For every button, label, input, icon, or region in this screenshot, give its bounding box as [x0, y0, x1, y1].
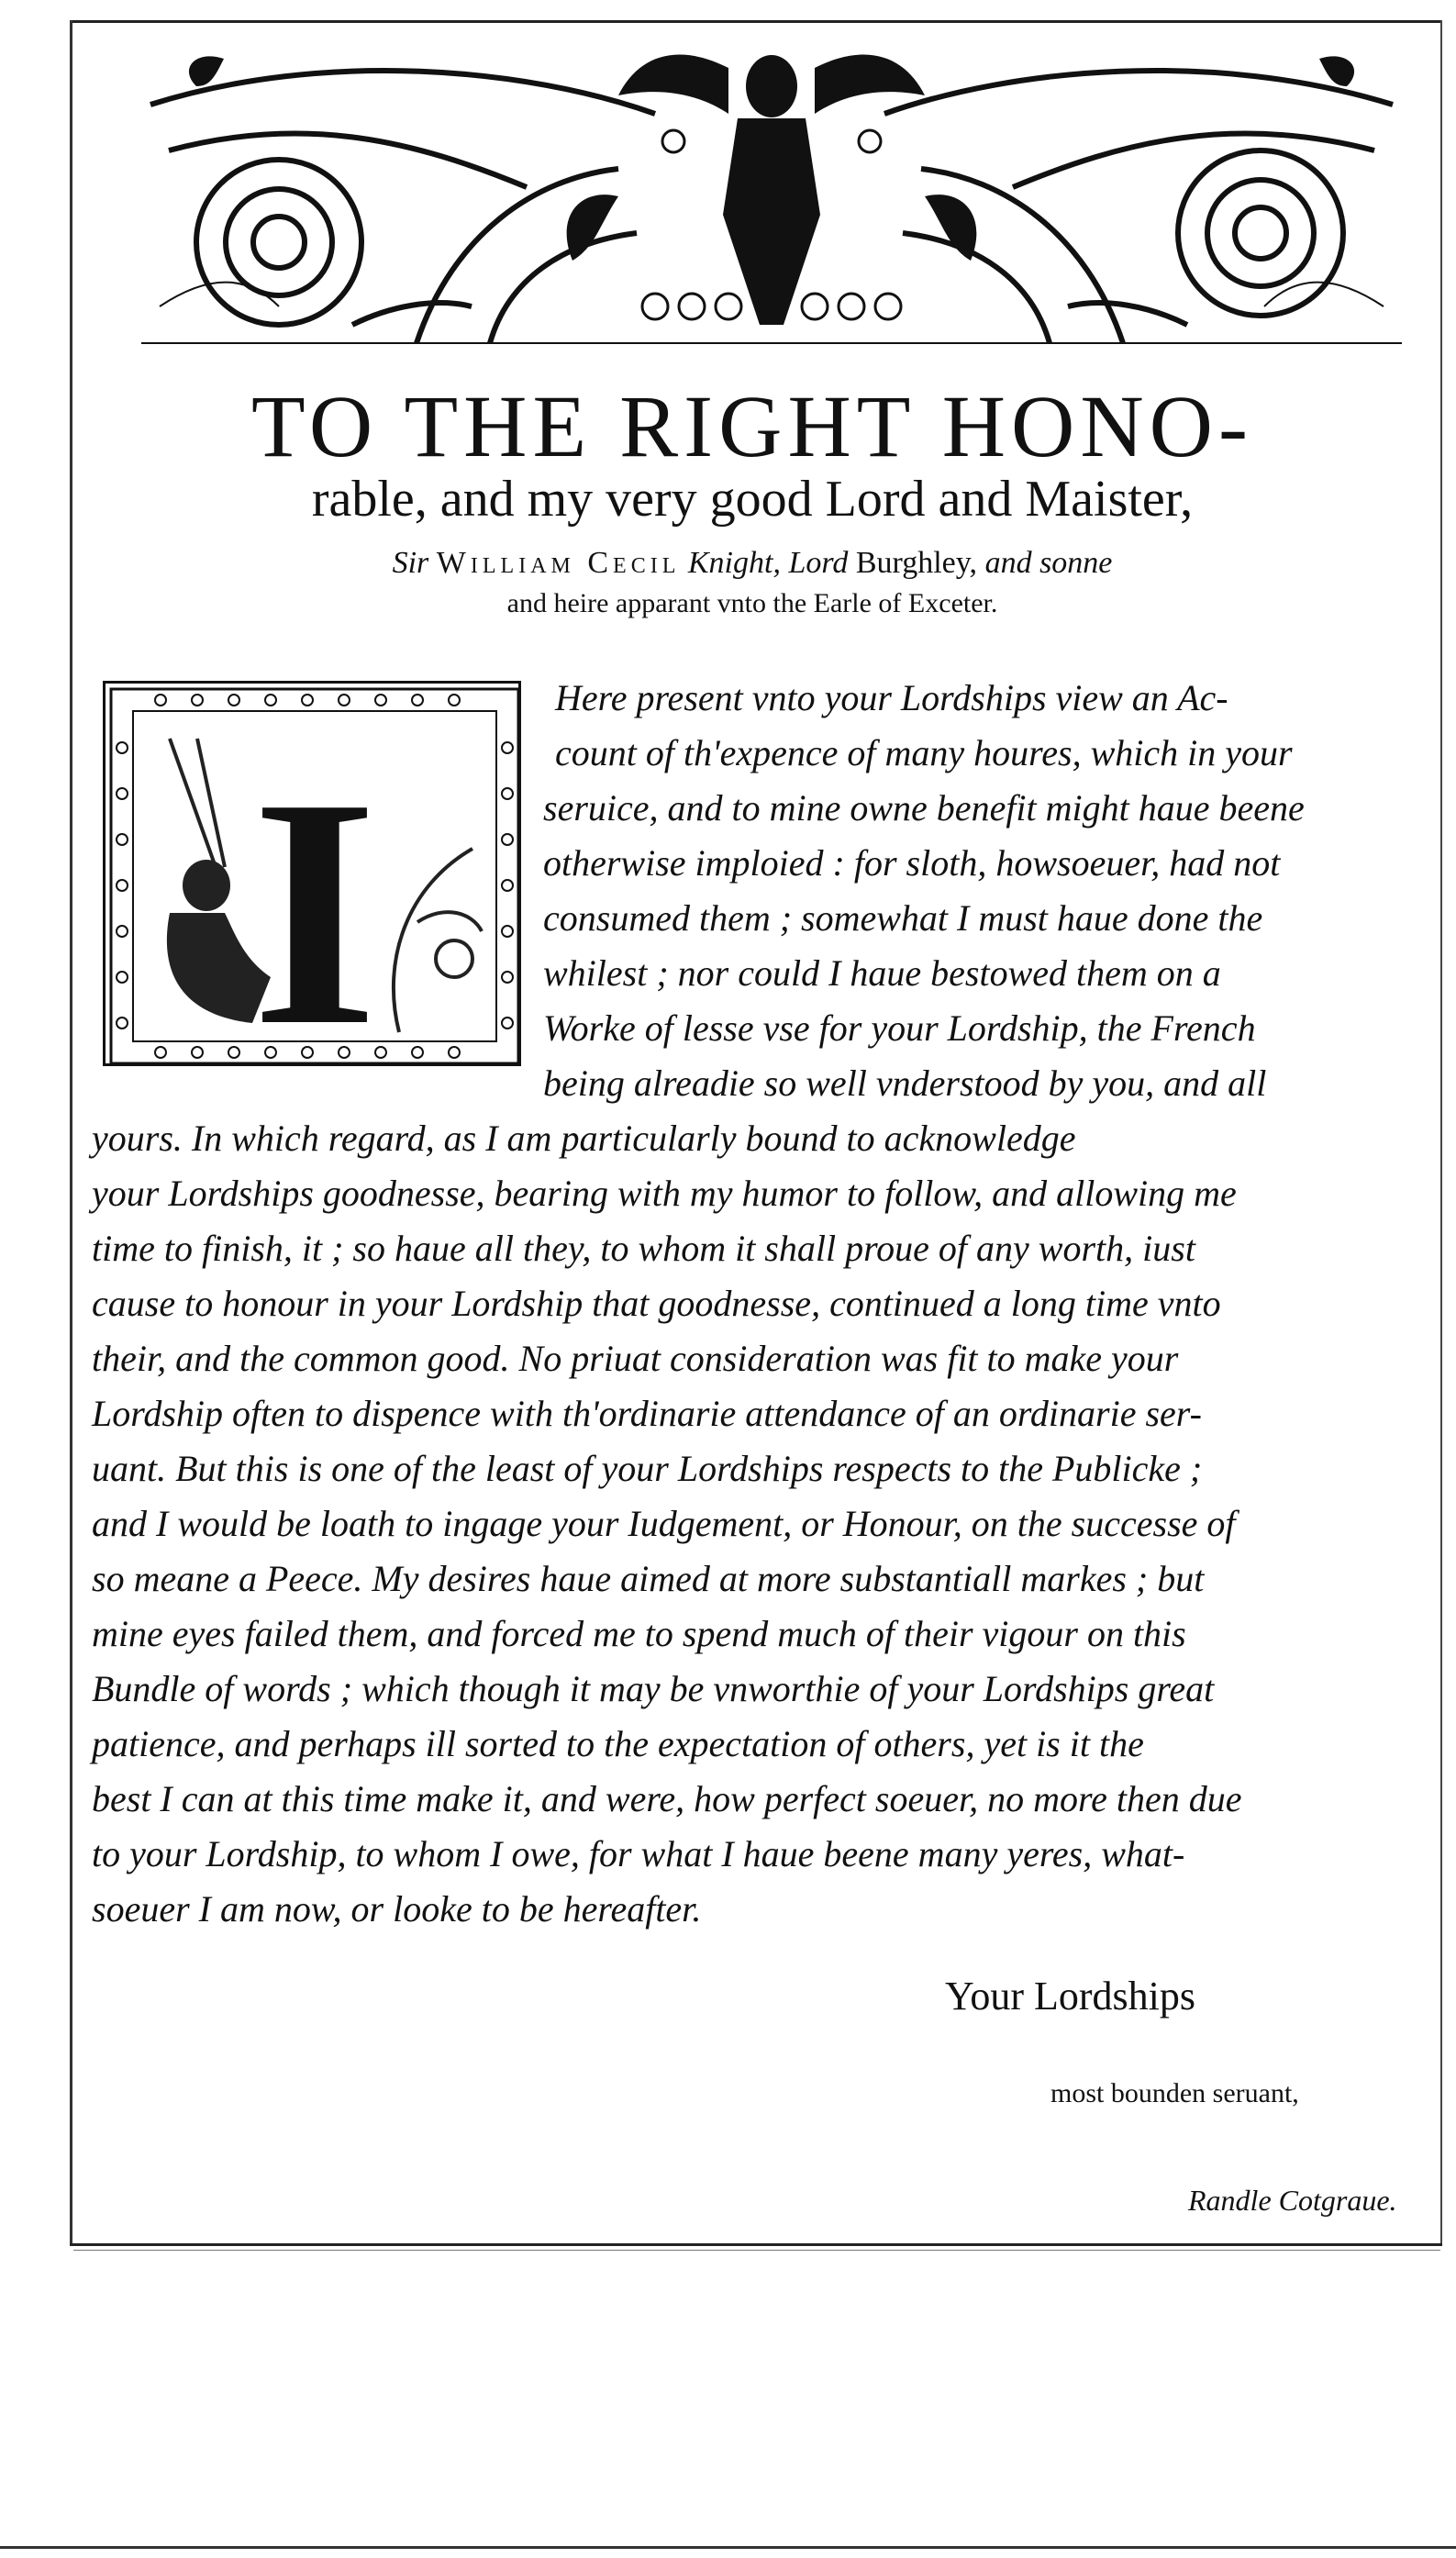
body-line: Bundle of words ; which though it may be vnworthie of your Lordships great [92, 1668, 1215, 1709]
closing-servant: most bounden seruant, [1050, 2078, 1299, 2108]
closing-salutation: Your Lordships [945, 1974, 1196, 2019]
dedicatee-lord: Lord [788, 546, 849, 580]
body-line: to your Lordship, to whom I owe, for what I haue beene many yeres, what- [92, 1833, 1185, 1874]
body-line: otherwise imploied : for sloth, howsoeuer, had not [543, 842, 1281, 884]
body-line: soeuer I am now, or looke to be hereafter. [92, 1888, 702, 1930]
dedicatee-title: Burghley, [855, 546, 978, 580]
dedicatee-sonne: and sonne [984, 546, 1113, 580]
signature: Randle Cotgraue. [1188, 2184, 1397, 2217]
body-line: Lordship often to dispence with th'ordinarie attendance of an ordinarie ser- [92, 1393, 1202, 1434]
page-border-left [70, 20, 72, 2246]
page-border-lower [70, 2243, 1442, 2246]
body-line: Here present vnto your Lordships view an Ac- [555, 677, 1228, 718]
body-line: mine eyes failed them, and forced me to spend much of their vigour on this [92, 1613, 1186, 1654]
body-line: your Lordships goodnesse, bearing with my humor to follow, and allowing me [92, 1173, 1237, 1214]
body-line: being alreadie so well vnderstood by you, and all [543, 1062, 1267, 1104]
dedicatee-rank: Knight, [687, 546, 781, 580]
drop-capital-ornament [106, 684, 524, 1069]
body-line: yours. In which regard, as I am particularly bound to acknowledge [92, 1118, 1076, 1159]
body-line: and I would be loath to ingage your Iudgement, or Honour, on the successe of [92, 1503, 1236, 1544]
dedication-subtitle: rable, and my very good Lord and Maister, [311, 471, 1194, 528]
body-line: best I can at this time make it, and were, how perfect soeuer, no more then due [92, 1778, 1242, 1819]
body-line: patience, and perhaps ill sorted to the expectation of others, yet is it the [92, 1723, 1144, 1764]
dedicatee-line [92, 545, 1413, 582]
body-line: consumed them ; somewhat I must haue done the [543, 897, 1263, 939]
dedication-title: TO THE RIGHT HONO- [251, 377, 1253, 475]
page-border-lower-thin [73, 2250, 1440, 2251]
body-line: their, and the common good. No priuat consideration was fit to make your [92, 1338, 1179, 1379]
dedicatee-prefix: Sir [392, 546, 429, 580]
page-border-top [70, 20, 1440, 23]
body-line: time to finish, it ; so haue all they, to whom it shall proue of any worth, iust [92, 1228, 1195, 1269]
dedicatee-name: William Cecil [436, 546, 681, 580]
body-line: uant. But this is one of the least of your Lordships respects to the Publicke ; [92, 1448, 1203, 1489]
ornamental-headpiece [141, 31, 1402, 363]
dedicatee-heir-line: and heire apparant vnto the Earle of Exceter. [506, 588, 998, 618]
body-line: seruice, and to mine owne benefit might haue beene [543, 787, 1305, 829]
body-line: cause to honour in your Lordship that goodnesse, continued a long time vnto [92, 1283, 1221, 1324]
scan-edge-line [0, 2546, 1456, 2549]
body-line: Worke of lesse vse for your Lordship, the French [543, 1007, 1256, 1049]
drop-capital [103, 681, 521, 1069]
page-border-right [1440, 20, 1442, 2246]
body-line: count of th'expence of many houres, which in your [555, 732, 1293, 773]
body-line: so meane a Peece. My desires haue aimed at more substantiall markes ; but [92, 1558, 1205, 1599]
body-line: whilest ; nor could I haue bestowed them on a [543, 952, 1221, 994]
drop-capital-letter: I [250, 728, 380, 1069]
